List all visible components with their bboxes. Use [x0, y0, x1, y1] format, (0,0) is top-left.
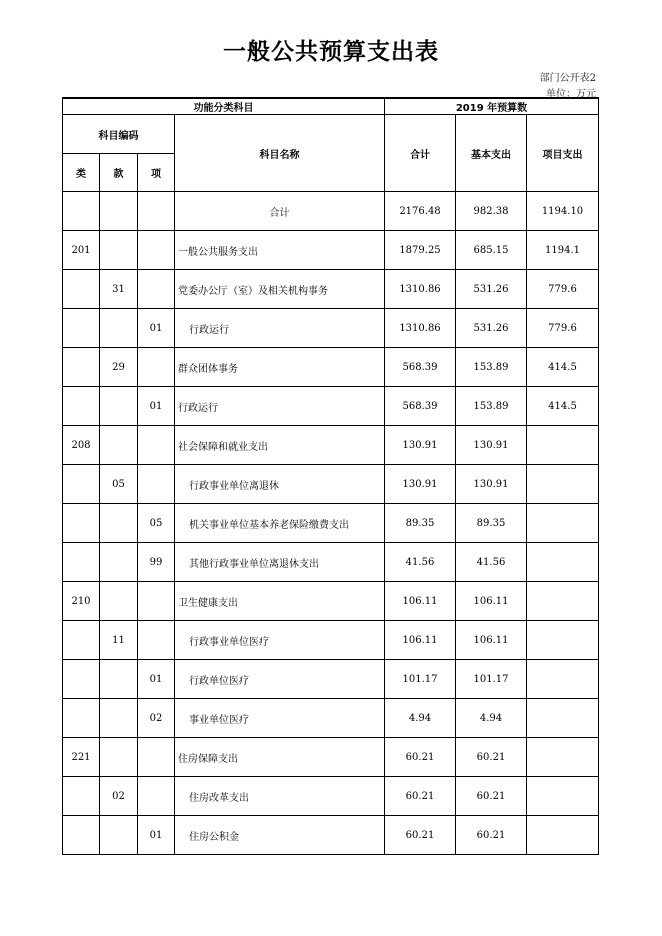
basic-cell: 685.15: [456, 231, 527, 270]
table-row: [63, 699, 599, 738]
total-cell: 101.17: [385, 660, 456, 699]
table-row: [63, 192, 599, 231]
table-row: [63, 231, 599, 270]
budget-table: [62, 97, 599, 855]
page-title: 一般公共预算支出表: [223, 39, 439, 65]
basic-cell: 60.21: [456, 777, 527, 816]
project-cell: 414.5: [527, 348, 599, 387]
name-cell: 行政事业单位医疗: [175, 621, 385, 660]
total-cell: 1310.86: [385, 270, 456, 309]
name-cell: 住房公积金: [175, 816, 385, 855]
xiang-cell: 01: [138, 816, 175, 855]
xiang-cell: [138, 582, 175, 621]
name-cell: 住房改革支出: [175, 777, 385, 816]
project-cell: [527, 582, 599, 621]
lei-cell: [63, 465, 100, 504]
project-cell: [527, 621, 599, 660]
xiang-cell: 05: [138, 504, 175, 543]
name-cell: 行政运行: [175, 309, 385, 348]
project-cell: [527, 699, 599, 738]
kuan-cell: 31: [100, 270, 138, 309]
name-cell: 行政事业单位离退休: [175, 465, 385, 504]
name-cell: 其他行政事业单位离退休支出: [175, 543, 385, 582]
total-cell: 568.39: [385, 348, 456, 387]
basic-cell: 531.26: [456, 270, 527, 309]
total-cell: 2176.48: [385, 192, 456, 231]
total-cell: 130.91: [385, 465, 456, 504]
total-cell: 130.91: [385, 426, 456, 465]
xiang-header: 项: [138, 154, 175, 192]
name-cell: 党委办公厅（室）及相关机构事务: [175, 270, 385, 309]
name-cell: 一般公共服务支出: [175, 231, 385, 270]
xiang-cell: 01: [138, 660, 175, 699]
name-cell: 社会保障和就业支出: [175, 426, 385, 465]
xiang-cell: [138, 738, 175, 777]
table-row: [63, 816, 599, 855]
xiang-cell: 01: [138, 387, 175, 426]
lei-cell: [63, 660, 100, 699]
lei-cell: 201: [63, 231, 100, 270]
total-cell: 568.39: [385, 387, 456, 426]
table-row: [63, 504, 599, 543]
lei-cell: [63, 192, 100, 231]
xiang-cell: [138, 465, 175, 504]
kuan-cell: [100, 426, 138, 465]
xiang-cell: 02: [138, 699, 175, 738]
basic-cell: 89.35: [456, 504, 527, 543]
table-row: [63, 777, 599, 816]
lei-cell: [63, 270, 100, 309]
project-cell: [527, 738, 599, 777]
project-cell: [527, 777, 599, 816]
kuan-cell: [100, 582, 138, 621]
xiang-cell: 01: [138, 309, 175, 348]
basic-cell: 130.91: [456, 426, 527, 465]
table-row: [63, 387, 599, 426]
lei-cell: [63, 348, 100, 387]
name-cell: 卫生健康支出: [175, 582, 385, 621]
basic-cell: 982.38: [456, 192, 527, 231]
table-row: [63, 660, 599, 699]
basic-cell: 60.21: [456, 738, 527, 777]
lei-cell: [63, 543, 100, 582]
basic-cell: 153.89: [456, 387, 527, 426]
total-cell: 106.11: [385, 582, 456, 621]
basic-cell: 531.26: [456, 309, 527, 348]
xiang-cell: 99: [138, 543, 175, 582]
total-header: 合计: [385, 115, 456, 192]
project-cell: [527, 426, 599, 465]
xiang-cell: [138, 777, 175, 816]
table-row: [63, 309, 599, 348]
func-class-header: 功能分类科目: [63, 98, 385, 115]
unit-label: 单位：万元: [546, 89, 596, 100]
xiang-cell: [138, 426, 175, 465]
basic-cell: 101.17: [456, 660, 527, 699]
table-row: [63, 621, 599, 660]
project-cell: 414.5: [527, 387, 599, 426]
xiang-cell: [138, 621, 175, 660]
kuan-cell: [100, 387, 138, 426]
total-cell: 1310.86: [385, 309, 456, 348]
lei-header: 类: [63, 154, 100, 192]
kuan-cell: 11: [100, 621, 138, 660]
kuan-cell: [100, 738, 138, 777]
project-cell: [527, 504, 599, 543]
project-cell: [527, 660, 599, 699]
kuan-cell: 02: [100, 777, 138, 816]
lei-cell: 210: [63, 582, 100, 621]
kuan-header: 款: [100, 154, 138, 192]
name-cell: 行政单位医疗: [175, 660, 385, 699]
table-row: [63, 465, 599, 504]
xiang-cell: [138, 192, 175, 231]
project-cell: [527, 543, 599, 582]
kuan-cell: [100, 543, 138, 582]
table-body: [63, 192, 599, 855]
xiang-cell: [138, 270, 175, 309]
year-budget-header: 2019 年预算数: [385, 98, 599, 115]
total-cell: 4.94: [385, 699, 456, 738]
kuan-cell: [100, 699, 138, 738]
table-row: [63, 426, 599, 465]
subject-code-header: 科目编码: [63, 115, 175, 154]
project-cell: [527, 465, 599, 504]
lei-cell: [63, 816, 100, 855]
name-cell: 行政运行: [175, 387, 385, 426]
lei-cell: [63, 309, 100, 348]
table-row: [63, 270, 599, 309]
basic-cell: 130.91: [456, 465, 527, 504]
project-cell: 779.6: [527, 309, 599, 348]
table-header: [63, 98, 599, 192]
kuan-cell: [100, 504, 138, 543]
lei-cell: [63, 777, 100, 816]
name-cell: 合计: [175, 192, 385, 231]
project-cell: 1194.10: [527, 192, 599, 231]
kuan-cell: 05: [100, 465, 138, 504]
lei-cell: [63, 621, 100, 660]
basic-cell: 106.11: [456, 621, 527, 660]
lei-cell: 208: [63, 426, 100, 465]
total-cell: 60.21: [385, 816, 456, 855]
total-cell: 89.35: [385, 504, 456, 543]
lei-cell: [63, 699, 100, 738]
table-row: [63, 582, 599, 621]
lei-cell: [63, 387, 100, 426]
lei-cell: [63, 504, 100, 543]
total-cell: 41.56: [385, 543, 456, 582]
basic-cell: 4.94: [456, 699, 527, 738]
total-cell: 106.11: [385, 621, 456, 660]
basic-cell: 41.56: [456, 543, 527, 582]
basic-cell: 60.21: [456, 816, 527, 855]
basic-header: 基本支出: [456, 115, 527, 192]
total-cell: 60.21: [385, 738, 456, 777]
name-cell: 住房保障支出: [175, 738, 385, 777]
xiang-cell: [138, 231, 175, 270]
table-row: [63, 348, 599, 387]
total-cell: 60.21: [385, 777, 456, 816]
name-cell: 事业单位医疗: [175, 699, 385, 738]
kuan-cell: 29: [100, 348, 138, 387]
project-cell: 1194.1: [527, 231, 599, 270]
project-cell: 779.6: [527, 270, 599, 309]
project-cell: [527, 816, 599, 855]
table-row: [63, 738, 599, 777]
kuan-cell: [100, 231, 138, 270]
project-header: 项目支出: [527, 115, 599, 192]
kuan-cell: [100, 816, 138, 855]
xiang-cell: [138, 348, 175, 387]
total-cell: 1879.25: [385, 231, 456, 270]
name-cell: 群众团体事务: [175, 348, 385, 387]
table-row: [63, 543, 599, 582]
form-number: 部门公开表2: [539, 73, 596, 84]
subject-name-header: 科目名称: [175, 115, 385, 192]
kuan-cell: [100, 192, 138, 231]
basic-cell: 153.89: [456, 348, 527, 387]
basic-cell: 106.11: [456, 582, 527, 621]
kuan-cell: [100, 660, 138, 699]
lei-cell: 221: [63, 738, 100, 777]
name-cell: 机关事业单位基本养老保险缴费支出: [175, 504, 385, 543]
kuan-cell: [100, 309, 138, 348]
